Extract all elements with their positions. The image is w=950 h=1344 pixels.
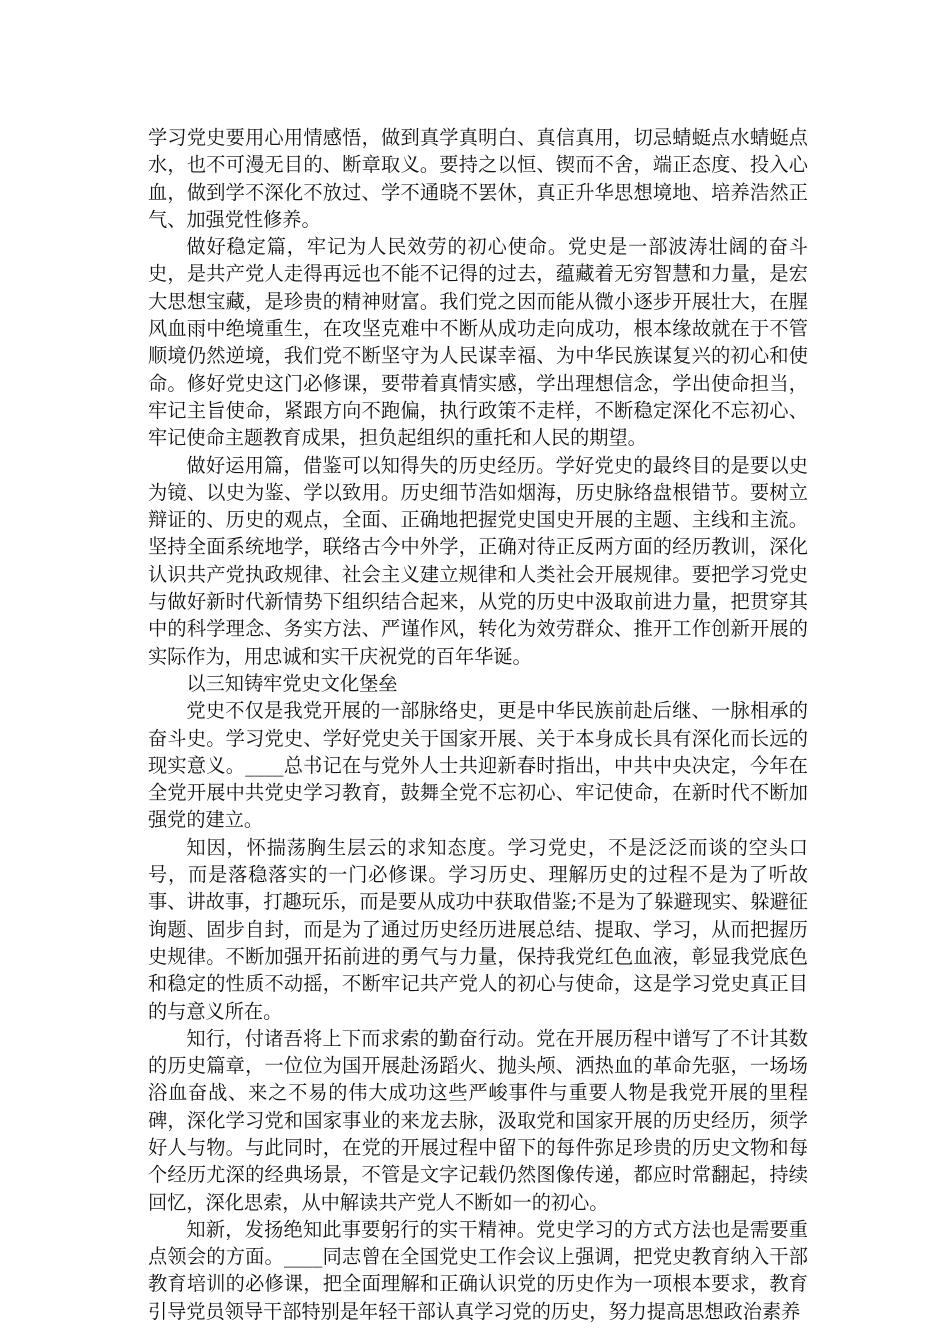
document-body [148, 124, 808, 1325]
paragraph-6: 知行，付诸吾将上下而求索的勤奋行动。党在开展历程中谱写了不计其数的历史篇章，一位位为国开展赴汤蹈火、抛头颅、洒热血的革命先驱，一场场浴血奋战、来之不易的伟大成功这些严峻事件与重要人物是我党开展的里程碑，深化学习党和国家事业的来龙去脉，汲取党和国家开展的历史经历，须学好人与物。与此同时，在党的开展过程中留下的每件弥足珍贵的历史文物和每个经历尤深的经典场景，不管是文字记载仍然图像传递，都应时常翻起，持续回忆，深化思索，从中解读共产党人不断如一的初心。 [148, 1026, 808, 1214]
paragraph-3: 做好运用篇，借鉴可以知得失的历史经历。学好党史的最终目的是要以史为镜、以史为鉴、学以致用。历史细节浩如烟海，历史脉络盘根错节。要树立辩证的、历史的观点，全面、正确地把握党史国史开展的主题、主线和主流。坚持全面系统地学，联络古今中外学，正确对待正反两方面的经历教训，深化认识共产党执政规律、社会主义建立规律和人类社会开展规律。要把学习党史与做好新时代新情势下组织结合起来，从党的历史中汲取前进力量，把贯穿其中的科学理念、务实方法、严谨作风，转化为效劳群众、推开工作创新开展的实际作为，用忠诚和实干庆祝党的百年华诞。 [148, 453, 808, 668]
paragraph-5: 知因，怀揣荡胸生层云的求知态度。学习党史，不是泛泛而谈的空头口号，而是落稳落实的一门必修课。学习历史、理解历史的过程不是为了听故事、讲故事，打趣玩乐，而是要从成功中获取借鉴;不是为了躲避现实、躲避征询题、固步自封，而是为了通过历史经历进展总结、提取、学习，从而把握历史规律。不断加强开拓前进的勇气与力量，保持我党红色血液，彰显我党底色和稳定的性质不动摇，不断牢记共产党人的初心与使命，这是学习党史真正目的与意义所在。 [148, 835, 808, 1023]
paragraph-2: 做好稳定篇，牢记为人民效劳的初心使命。党史是一部波涛壮阔的奋斗史，是共产党人走得再远也不能不记得的过去，蕴藏着无穷智慧和力量，是宏大思想宝藏，是珍贵的精神财富。我们党之因而能从微小逐步开展壮大，在腥风血雨中绝境重生，在攻坚克难中不断从成功走向成功，根本缘故就在于不管顺境仍然逆境，我们党不断坚守为人民谋幸福、为中华民族谋复兴的初心和使命。修好党史这门必修课，要带着真情实感，学出理想信念，学出使命担当，牢记主旨使命，紧跟方向不跑偏，执行政策不走样，不断稳定深化不忘初心、牢记使命主题教育成果，担负起组织的重托和人民的期望。 [148, 235, 808, 450]
section-heading: 以三知铸牢党史文化堡垒 [186, 671, 398, 695]
paragraph-7: 知新，发扬绝知此事要躬行的实干精神。党史学习的方式方法也是需要重点领会的方面。____同志曾在全国党史工作会议上强调，把党史教育纳入干部教育培训的必修课，把全面理解和正确认识党的历史作为一项根本要求，教育引导党员领导干部特别是年轻干部认真学习党的历史，努力提高思想政治素养 [148, 1217, 808, 1323]
paragraph-4: 党史不仅是我党开展的一部脉络史，更是中华民族前赴后继、一脉相承的奋斗史。学习党史、学好党史关于国家开展、关于本身成长具有深化而长远的现实意义。____总书记在与党外人士共迎新春时指出，中共中央决定，今年在全党开展中共党史学习教育，鼓舞全党不忘初心、牢记使命，在新时代不断加强党的建立。 [148, 699, 808, 832]
paragraph-1: 学习党史要用心用情感悟，做到真学真明白、真信真用，切忌蜻蜓点水蜻蜓点水，也不可漫无目的、断章取义。要持之以恒、锲而不舍，端正态度、投入心血，做到学不深化不放过、学不通晓不罢休，真正升华思想境地、培养浩然正气、加强党性修养。 [148, 126, 808, 231]
